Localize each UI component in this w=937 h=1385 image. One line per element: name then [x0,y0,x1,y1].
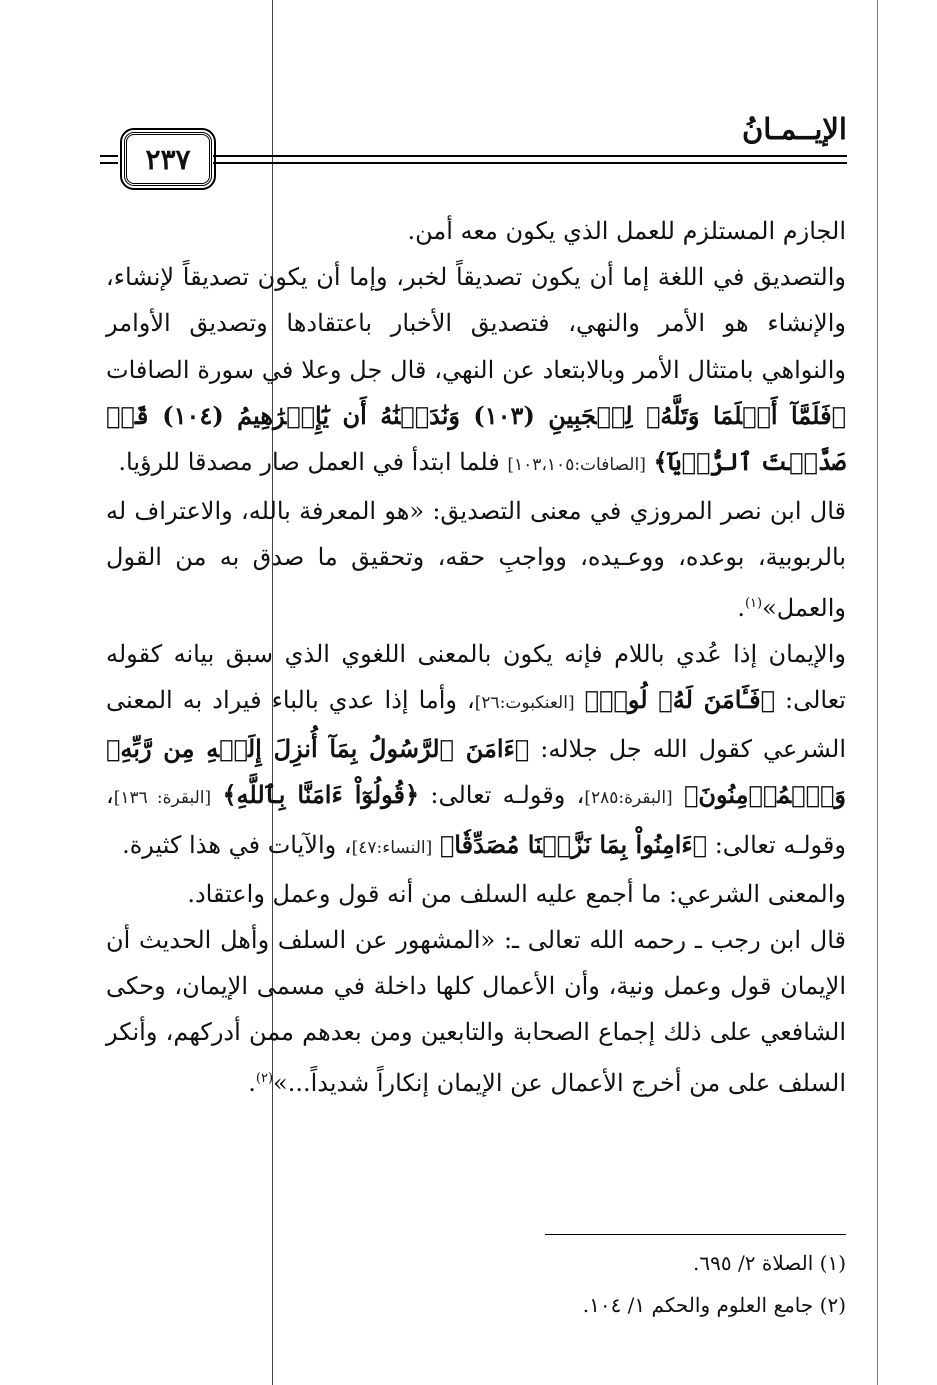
page-number-frame [124,132,212,186]
text-run: ، وقولـه تعالى: [106,781,846,859]
footnote: (٢) جامع العلوم والحكم ١/ ١٠٤. [582,1293,846,1317]
verse-reference: [البقرة: ١٣٦] [113,788,212,809]
quran-verse: ﴿قُولُوٓاْ ءَامَنَّا بِٱللَّهِ﴾ [222,780,420,810]
text-run: فلما ابتدأ في العمل صار مصدقا للرؤيا. [118,448,500,477]
text-run: ، والآيات في هذا كثيرة. [122,830,352,859]
text-run: قال ابن رجب ـ رحمه الله تعالى ـ: «المشهور عن السلف وأهل الحديث أن الإيمان قول وعمل ونية، وأن الأعمال كلها داخلة في مسمى الإيمان، وحكى الشافعي على ذلك إجماع الصحابة والتابعين ومن بعدهم ممن أدركهم، وأنكر السلف على من أخرج الأعمال عن الإيمان إنكاراً شديداً...» [106,926,846,1097]
header-rule [213,155,847,157]
quran-verse: ﴿ءَامَنَ ٱلرَّسُولُ بِمَآ أُنزِلَ إِلَيۡهِ مِن رَّبِّهِۦ وَٱلۡمُؤۡمِنُونَ﴾ [106,734,846,810]
running-title: الإيــمـانُ [741,112,847,146]
paragraph: والمعنى الشرعي: ما أجمع عليه السلف من أنه قول وعمل واعتقاد. [187,879,846,908]
text-run: . [737,593,745,622]
main-text [106,208,846,1106]
footnote-rule [545,1234,846,1235]
verse-reference: [البقرة:٢٨٥] [584,788,673,809]
quran-verse: ﴿فَـَٔامَنَ لَهُۥ لُوطٞ﴾ [584,685,775,715]
text-run: ، وأما إذا عدي بالباء فيراد به المعنى الشرعي كقول الله جل جلاله: [106,686,846,764]
verse-reference: [النساء:٤٧] [351,837,433,858]
paragraph: الجازم المستلزم للعمل الذي يكون معه أمن. [407,217,846,245]
verse-reference: [الصافات:١٠٣،١٠٥] [507,455,646,476]
text-run: ، وقولـه تعالى: [430,781,585,810]
header-rule [213,162,847,164]
paragraph [106,631,846,871]
footnotes [300,1242,846,1326]
text-run: والتصديق في اللغة إما أن يكون تصديقاً لخبر، وإما أن يكون تصديقاً لإنشاء، والإنشاء هو الأمر والنهي، فتصديق الأخبار باعتقادها وتصديق الأوامر والنواهي بامتثال الأمر وبالابتعاد عن النهي، قال جل وعلا في سورة الصافات [106,263,847,384]
paragraph [106,917,846,1106]
quran-verse: ﴿فَلَمَّآ أَسۡلَمَا وَتَلَّهُۥ لِلۡجَبِينِ (١٠٣) وَنَٰدَيۡنَٰهُ أَن يَٰٓإِبۡرَٰهِيمُ (١٠٤) قَدۡ صَدَّقۡتَ ٱلرُّءۡيَآ﴾ [106,400,846,477]
scan-edge-line [877,0,878,1385]
text-run: . [248,1068,256,1097]
page-number: ٢٣٧ [145,143,191,176]
header-rule-end [100,155,118,169]
footnote-marker: (٢) [255,1070,274,1086]
text-run: قال ابن نصر المروزي في معنى التصديق: «هو المعرفة بالله، والاعتراف له بالربوبية، بوعده، ووعـيده، وواجبِ حقه، وتحقيق ما صدق به من القول والعمل» [106,497,846,622]
verse-reference: [العنكبوت:٢٦] [474,693,575,714]
footnote: (١) الصلاة ٢/ ٦٩٥. [693,1251,846,1275]
quran-verse: ﴿ءَامِنُواْ بِمَا نَزَّلۡنَا مُصَدِّقٗا﴾ [439,829,708,859]
paragraph [106,254,846,488]
text-run: والإيمان إذا عُدي باللام فإنه يكون بالمعنى اللغوي الذي سبق بيانه كقوله تعالى: [106,639,846,715]
paragraph [106,488,846,631]
footnote-marker: (١) [744,595,763,611]
